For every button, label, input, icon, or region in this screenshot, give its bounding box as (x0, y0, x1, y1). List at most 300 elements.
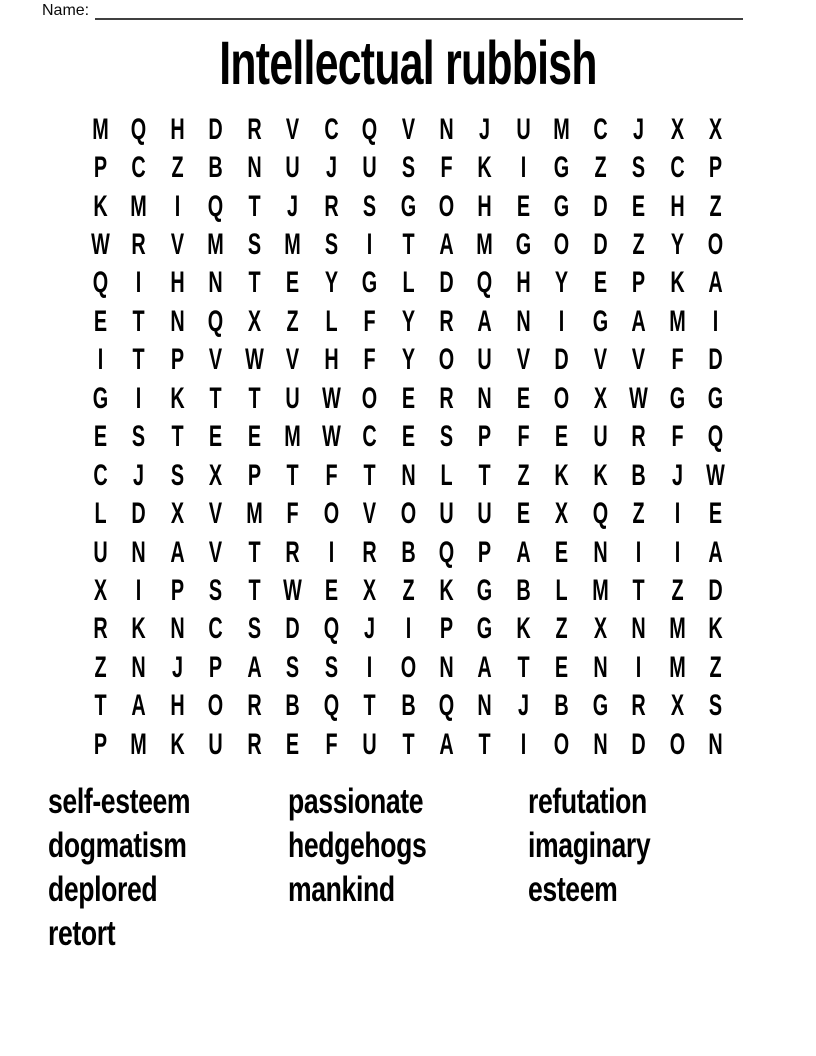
grid-letter-r8c9: E (401, 381, 415, 415)
grid-letter-r10c3: S (170, 458, 184, 492)
grid-letter-r10c12: Z (517, 458, 530, 492)
grid-letter-r7c2: T (132, 343, 145, 377)
grid-letter-r13c9: Z (401, 573, 415, 607)
grid-letter-r16c10: Q (438, 689, 455, 723)
grid-letter-r12c9: B (400, 535, 416, 569)
grid-letter-r4c3: V (170, 228, 184, 262)
grid-letter-r11c13: X (555, 497, 569, 531)
grid-letter-r6c1: E (93, 304, 108, 338)
grid-letter-r10c8: T (363, 458, 376, 492)
grid-letter-r11c9: O (400, 497, 416, 531)
grid-letter-r11c10: U (439, 497, 454, 531)
grid-letter-r16c6: B (285, 689, 300, 723)
grid-letter-r17c3: K (170, 727, 185, 761)
word-item-5: hedgehogs (288, 825, 427, 865)
grid-letter-r4c7: S (324, 228, 338, 262)
grid-letter-r14c7: Q (323, 612, 339, 646)
grid-letter-r3c4: Q (208, 189, 224, 223)
grid-letter-r16c17: S (708, 689, 723, 723)
grid-letter-r3c13: G (554, 189, 570, 223)
grid-letter-r1c6: V (286, 112, 300, 146)
grid-letter-r4c11: M (476, 228, 494, 262)
grid-letter-r5c8: G (361, 266, 378, 300)
grid-letter-r6c10: R (439, 304, 454, 338)
grid-letter-r4c5: S (247, 228, 261, 262)
grid-letter-r1c8: Q (361, 112, 378, 146)
grid-letter-r8c5: T (248, 381, 261, 415)
grid-letter-r8c2: I (136, 381, 142, 415)
grid-letter-r7c4: V (209, 343, 223, 377)
grid-letter-r1c15: J (633, 112, 645, 146)
grid-letter-r6c4: Q (208, 304, 224, 338)
grid-letter-r9c15: R (631, 420, 646, 454)
grid-letter-r16c2: A (131, 689, 147, 723)
grid-letter-r3c1: K (93, 189, 108, 223)
grid-letter-r11c14: Q (592, 497, 608, 531)
grid-letter-r5c6: E (286, 266, 300, 300)
grid-letter-r10c14: K (593, 458, 608, 492)
grid-letter-r6c9: Y (401, 304, 415, 338)
grid-letter-r13c11: G (477, 573, 493, 607)
grid-letter-r15c9: O (400, 650, 416, 684)
grid-letter-r13c14: M (591, 573, 609, 607)
grid-letter-r12c2: N (131, 535, 147, 569)
grid-letter-r14c4: C (208, 612, 223, 646)
grid-letter-r1c12: U (516, 112, 531, 146)
word-item-8: mankind (288, 869, 395, 909)
grid-letter-r10c5: P (247, 458, 261, 492)
grid-letter-r5c17: A (708, 266, 723, 300)
grid-letter-r6c2: T (132, 304, 145, 338)
grid-letter-r6c12: N (516, 304, 531, 338)
grid-letter-r2c6: U (285, 151, 300, 185)
grid-letter-r11c12: E (516, 497, 530, 531)
grid-letter-r15c6: S (286, 650, 300, 684)
name-row (42, 2, 743, 20)
grid-letter-r8c16: G (669, 381, 685, 415)
grid-letter-r1c4: D (208, 112, 223, 146)
grid-letter-r17c12: I (520, 727, 527, 761)
grid-letter-r15c11: A (477, 650, 493, 684)
grid-letter-r12c12: A (516, 535, 531, 569)
grid-letter-r9c13: E (555, 420, 569, 454)
grid-letter-r2c9: S (401, 151, 415, 185)
grid-letter-r14c15: N (631, 612, 646, 646)
grid-letter-r2c5: N (247, 151, 262, 185)
grid-letter-r8c10: R (439, 381, 454, 415)
grid-letter-r15c4: P (209, 650, 223, 684)
grid-letter-r17c6: E (286, 727, 300, 761)
grid-letter-r11c2: D (131, 497, 147, 531)
grid-letter-r2c8: U (362, 151, 377, 185)
grid-letter-r1c17: X (708, 112, 723, 146)
grid-letter-r13c6: W (283, 573, 303, 607)
grid-letter-r12c15: I (635, 535, 642, 569)
grid-letter-r16c7: Q (323, 689, 339, 723)
grid-letter-r3c16: H (669, 189, 685, 223)
grid-letter-r17c2: M (130, 727, 148, 761)
grid-letter-r11c8: V (362, 497, 377, 531)
grid-letter-r15c14: N (593, 650, 608, 684)
grid-letter-r15c10: N (439, 650, 454, 684)
grid-letter-r11c17: E (708, 497, 723, 531)
grid-letter-r3c5: T (248, 189, 261, 223)
grid-letter-r3c14: D (593, 189, 608, 223)
grid-letter-r15c8: I (366, 650, 373, 684)
grid-letter-r2c16: C (669, 151, 685, 185)
grid-letter-r9c10: S (439, 420, 454, 454)
grid-letter-r17c14: N (593, 727, 608, 761)
grid-letter-r14c12: K (516, 612, 531, 646)
grid-letter-r7c6: V (286, 343, 300, 377)
grid-letter-r9c16: F (671, 420, 684, 454)
grid-letter-r7c16: F (671, 343, 684, 377)
grid-letter-r12c6: R (285, 535, 300, 569)
grid-letter-r13c17: D (708, 573, 723, 607)
grid-letter-r14c10: P (439, 612, 454, 646)
grid-letter-r2c7: J (325, 151, 337, 185)
grid-letter-r9c17: Q (707, 420, 724, 454)
grid-letter-r6c7: L (325, 304, 338, 338)
grid-letter-r9c2: S (132, 420, 146, 454)
grid-letter-r15c7: S (324, 650, 338, 684)
grid-letter-r2c13: G (554, 151, 570, 185)
grid-letter-r2c15: S (632, 151, 646, 185)
grid-letter-r2c17: P (708, 151, 723, 185)
grid-letter-r2c1: P (93, 151, 108, 185)
grid-letter-r14c16: M (668, 612, 686, 646)
grid-letter-r5c13: Y (555, 266, 569, 300)
grid-letter-r1c9: V (401, 112, 415, 146)
grid-letter-r5c3: H (170, 266, 185, 300)
grid-letter-r16c4: O (208, 689, 224, 723)
grid-letter-r5c15: P (632, 266, 646, 300)
grid-letter-r10c2: J (133, 458, 145, 492)
grid-letter-r11c16: I (674, 497, 680, 531)
grid-letter-r15c1: Z (94, 650, 107, 684)
grid-letter-r5c10: D (439, 266, 454, 300)
grid-letter-r16c15: R (631, 689, 646, 723)
grid-letter-r8c17: G (707, 381, 724, 415)
grid-letter-r13c3: P (170, 573, 184, 607)
grid-letter-r17c7: F (325, 727, 338, 761)
grid-letter-r12c3: A (170, 535, 185, 569)
grid-letter-r5c5: T (248, 266, 261, 300)
grid-letter-r16c5: R (247, 689, 262, 723)
grid-letter-r11c3: X (170, 497, 184, 531)
grid-letter-r2c12: I (520, 151, 527, 185)
grid-letter-r4c9: T (401, 228, 415, 262)
grid-letter-r2c3: Z (171, 151, 184, 185)
grid-letter-r13c12: B (516, 573, 531, 607)
grid-letter-r8c7: W (321, 381, 341, 415)
grid-letter-r8c6: U (285, 381, 300, 415)
grid-letter-r6c16: M (668, 304, 686, 338)
grid-letter-r6c17: I (712, 304, 719, 338)
grid-letter-r12c17: A (708, 535, 723, 569)
grid-letter-r16c1: T (94, 689, 107, 723)
grid-letter-r10c1: C (93, 458, 108, 492)
grid-letter-r1c5: R (247, 112, 262, 146)
grid-letter-r13c1: X (93, 573, 108, 607)
grid-letter-r7c10: O (438, 343, 455, 377)
grid-letter-r17c13: O (554, 727, 570, 761)
grid-letter-r4c15: Z (632, 228, 645, 262)
grid-letter-r15c2: N (131, 650, 147, 684)
grid-letter-r4c4: M (207, 228, 225, 262)
grid-letter-r15c12: T (517, 650, 530, 684)
grid-letter-r17c8: U (362, 727, 377, 761)
grid-letter-r16c3: H (170, 689, 185, 723)
name-blank-line (95, 3, 743, 20)
grid-letter-r12c4: V (209, 535, 223, 569)
grid-letter-r14c6: D (285, 612, 300, 646)
grid-letter-r16c8: T (363, 689, 376, 723)
grid-letter-r6c6: Z (286, 304, 299, 338)
grid-letter-r15c17: Z (709, 650, 722, 684)
grid-letter-r3c3: I (174, 189, 181, 223)
grid-letter-r13c8: X (362, 573, 377, 607)
grid-letter-r7c1: I (97, 343, 104, 377)
grid-letter-r9c3: T (171, 420, 184, 454)
grid-letter-r9c9: E (401, 420, 415, 454)
grid-letter-r12c7: I (328, 535, 334, 569)
grid-letter-r11c15: Z (632, 497, 645, 531)
grid-letter-r11c11: U (477, 497, 493, 531)
wordsearch-grid (81, 111, 734, 764)
grid-letter-r14c8: J (364, 612, 376, 646)
grid-letter-r13c5: T (248, 573, 261, 607)
grid-letter-r9c1: E (93, 420, 108, 454)
grid-letter-r16c16: X (670, 689, 684, 723)
grid-letter-r14c5: S (247, 612, 261, 646)
grid-letter-r9c8: C (362, 420, 377, 454)
grid-letter-r13c15: T (632, 573, 645, 607)
page-title: Intellectual rubbish (219, 29, 597, 97)
grid-letter-r4c16: Y (670, 228, 684, 262)
grid-letter-r15c15: I (635, 650, 642, 684)
grid-letter-r2c14: Z (594, 151, 607, 185)
grid-letter-r12c13: E (555, 535, 569, 569)
grid-letter-r10c13: K (554, 458, 569, 492)
grid-letter-r5c7: Y (324, 266, 338, 300)
grid-letter-r17c10: A (439, 727, 454, 761)
grid-letter-r1c10: N (439, 112, 454, 146)
grid-letter-r13c7: E (324, 573, 338, 607)
grid-letter-r17c15: D (631, 727, 646, 761)
grid-letter-r14c2: K (131, 612, 147, 646)
word-item-3: refutation (528, 781, 647, 821)
grid-letter-r6c8: F (363, 304, 376, 338)
grid-letter-r6c15: A (631, 304, 646, 338)
grid-letter-r3c8: S (362, 189, 377, 223)
grid-letter-r17c9: T (401, 727, 415, 761)
grid-letter-r4c13: O (554, 228, 570, 262)
grid-letter-r9c12: F (517, 420, 530, 454)
grid-letter-r5c4: N (208, 266, 223, 300)
grid-letter-r15c3: J (171, 650, 183, 684)
grid-letter-r12c5: T (248, 535, 261, 569)
grid-letter-r7c7: H (323, 343, 339, 377)
grid-letter-r4c8: I (366, 228, 373, 262)
grid-letter-r17c11: T (478, 727, 491, 761)
grid-letter-r5c12: H (516, 266, 531, 300)
grid-letter-r17c5: R (247, 727, 262, 761)
grid-letter-r7c14: V (593, 343, 607, 377)
grid-letter-r7c11: U (477, 343, 493, 377)
grid-letter-r7c5: W (244, 343, 264, 377)
grid-letter-r11c7: O (323, 497, 339, 531)
grid-letter-r3c11: H (477, 189, 493, 223)
grid-letter-r7c12: V (516, 343, 530, 377)
grid-letter-r10c11: T (478, 458, 491, 492)
grid-letter-r15c5: A (247, 650, 262, 684)
name-label: Name: (42, 2, 90, 19)
grid-letter-r3c17: Z (709, 189, 722, 223)
grid-letter-r5c9: L (401, 266, 415, 300)
grid-letter-r13c4: S (209, 573, 223, 607)
word-item-9: esteem (528, 869, 618, 909)
grid-letter-r4c10: A (439, 228, 454, 262)
grid-letter-r6c11: A (477, 304, 493, 338)
grid-letter-r1c7: C (323, 112, 339, 146)
word-list (48, 779, 778, 955)
grid-letter-r2c11: K (477, 151, 493, 185)
grid-letter-r4c6: M (284, 228, 301, 262)
grid-letter-r12c16: I (674, 535, 680, 569)
grid-letter-r12c14: N (593, 535, 608, 569)
grid-letter-r5c1: Q (92, 266, 109, 300)
grid-letter-r11c6: F (286, 497, 299, 531)
grid-letter-r12c1: U (93, 535, 108, 569)
grid-letter-r13c2: I (136, 573, 142, 607)
grid-letter-r17c16: O (669, 727, 685, 761)
grid-letter-r10c10: L (440, 458, 453, 492)
grid-letter-r17c1: P (93, 727, 108, 761)
grid-letter-r17c17: N (708, 727, 723, 761)
grid-letter-r3c15: E (632, 189, 646, 223)
grid-letter-r10c9: N (400, 458, 416, 492)
grid-letter-r1c13: M (553, 112, 570, 146)
grid-letter-r3c9: G (400, 189, 416, 223)
grid-letter-r14c11: G (477, 612, 493, 646)
grid-letter-r9c7: W (321, 420, 341, 454)
grid-letter-r8c3: K (170, 381, 185, 415)
grid-letter-r10c17: W (706, 458, 725, 492)
grid-letter-r7c13: D (554, 343, 569, 377)
grid-letter-r14c13: Z (555, 612, 568, 646)
word-item-2: passionate (288, 781, 424, 821)
grid-letter-r14c14: X (593, 612, 607, 646)
grid-letter-r3c2: M (130, 189, 148, 223)
grid-letter-r4c12: G (515, 228, 532, 262)
grid-letter-r7c15: V (632, 343, 646, 377)
grid-letter-r12c10: Q (438, 535, 455, 569)
grid-letter-r16c12: J (517, 689, 529, 723)
grid-letter-r10c16: J (671, 458, 683, 492)
grid-letter-r12c8: R (362, 535, 377, 569)
grid-letter-r9c5: E (247, 420, 261, 454)
grid-letter-r1c3: H (170, 112, 185, 146)
grid-letter-r6c13: I (558, 304, 565, 338)
grid-letter-r12c11: P (478, 535, 492, 569)
grid-letter-r5c16: K (669, 266, 685, 300)
grid-letter-r9c4: E (209, 420, 223, 454)
grid-letter-r6c3: N (170, 304, 185, 338)
grid-letter-r14c3: N (170, 612, 185, 646)
grid-letter-r16c11: N (477, 689, 493, 723)
grid-letter-r8c8: O (361, 381, 378, 415)
grid-letter-r8c13: O (554, 381, 570, 415)
grid-letter-r2c10: F (440, 151, 453, 185)
grid-letter-r5c14: E (593, 266, 607, 300)
grid-letter-r11c4: V (209, 497, 223, 531)
grid-letter-r1c14: C (593, 112, 608, 146)
grid-letter-r7c17: D (708, 343, 723, 377)
grid-letter-r14c1: R (93, 612, 108, 646)
grid-letter-r15c13: E (555, 650, 569, 684)
grid-letter-r13c13: L (555, 573, 568, 607)
grid-letter-r3c10: O (438, 189, 455, 223)
grid-letter-r5c11: Q (477, 266, 493, 300)
grid-letter-r8c11: N (477, 381, 493, 415)
grid-letter-r4c17: O (707, 228, 724, 262)
grid-letter-r9c11: P (478, 420, 492, 454)
grid-letter-r9c14: U (593, 420, 608, 454)
grid-letter-r11c1: L (94, 497, 107, 531)
grid-letter-r14c17: K (708, 612, 723, 646)
grid-letter-r2c4: B (208, 151, 223, 185)
word-item-10: retort (48, 913, 116, 953)
grid-letter-r11c5: M (246, 497, 263, 531)
grid-letter-r8c1: G (92, 381, 109, 415)
grid-letter-r13c10: K (439, 573, 454, 607)
grid-letter-r3c6: J (287, 189, 299, 223)
grid-letter-r13c16: Z (671, 573, 684, 607)
grid-letter-r4c2: R (131, 228, 147, 262)
grid-letter-r16c14: G (592, 689, 608, 723)
word-item-1: self-esteem (48, 781, 191, 821)
grid-letter-r5c2: I (136, 266, 142, 300)
grid-letter-r1c11: J (479, 112, 491, 146)
grid-letter-r8c4: T (209, 381, 222, 415)
grid-letter-r2c2: C (131, 151, 147, 185)
grid-letter-r1c2: Q (131, 112, 147, 146)
grid-letter-r1c16: X (670, 112, 684, 146)
grid-letter-r16c9: B (400, 689, 416, 723)
grid-letter-r4c14: D (593, 228, 608, 262)
grid-letter-r9c6: M (284, 420, 301, 454)
grid-letter-r3c7: R (323, 189, 339, 223)
grid-letter-r17c4: U (208, 727, 223, 761)
grid-letter-r1c1: M (92, 112, 109, 146)
grid-letter-r6c14: G (592, 304, 608, 338)
grid-letter-r16c13: B (554, 689, 569, 723)
word-item-6: imaginary (528, 825, 651, 865)
grid-letter-r10c4: X (209, 458, 223, 492)
grid-letter-r4c1: W (91, 228, 110, 262)
grid-letter-r7c9: Y (401, 343, 415, 377)
grid-letter-r10c6: T (286, 458, 299, 492)
grid-letter-r15c16: M (668, 650, 686, 684)
grid-letter-r7c3: P (170, 343, 184, 377)
word-item-4: dogmatism (48, 825, 187, 865)
grid-letter-r8c12: E (516, 381, 530, 415)
grid-letter-r10c7: F (325, 458, 338, 492)
grid-letter-r8c15: W (629, 381, 648, 415)
grid-letter-r6c5: X (247, 304, 261, 338)
word-item-7: deplored (48, 869, 158, 909)
